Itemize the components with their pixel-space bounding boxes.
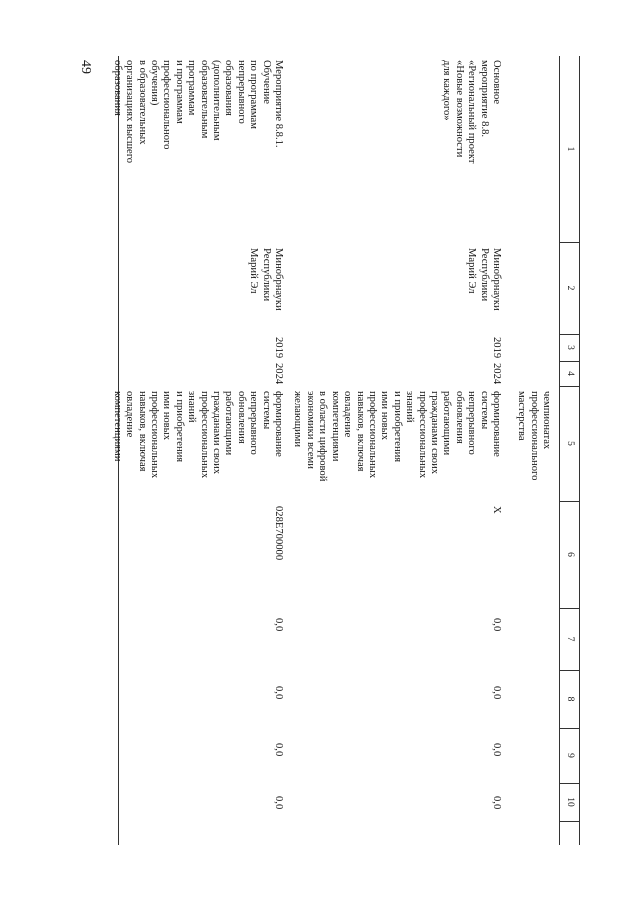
row2-result: формирование системы непрерывного обновления работающими гражданами своих профессиональных знаний и приобретения ими новых профессиональных навыков, включая овладение компетенциями (111, 391, 284, 479)
page-number: 49 (78, 60, 93, 74)
row1-val8: 0,0 (491, 686, 502, 700)
row1-start-year: 2019 (491, 337, 502, 359)
col-header-5: 5 (565, 441, 575, 446)
col-sep-10 (560, 821, 580, 822)
row1-code: Х (491, 506, 502, 514)
row2-start-year: 2019 (273, 337, 284, 359)
col-header-8: 8 (565, 696, 575, 702)
col-header-3: 3 (565, 345, 575, 350)
row1-executor: Минобрнауки Республики Марий Эл (466, 248, 502, 311)
row1-val7: 0,0 (491, 618, 502, 632)
header-bottom-rule (559, 56, 560, 845)
row2-val10: 0,0 (273, 796, 284, 810)
row2-name: Мероприятие 8.8.1. Обучение по программам непрерывного образования (дополнительным образовательным программам и программам профессионального обучения) в образовательных организациях высшего образования (111, 60, 284, 164)
col-header-9: 9 (565, 753, 575, 758)
row1-name: Основное мероприятие 8.8. «Региональный проект «Новые возможности для каждого» (441, 60, 502, 164)
row1-val9: 0,0 (491, 743, 502, 757)
table-page (111, 56, 580, 845)
row2-val9: 0,0 (273, 743, 284, 757)
row1-result: формирование системы непрерывного обновления работающими гражданами своих профессиональных знаний и приобретения ими новых профессиональных навыков, включая овладение компетенциями в области цифровой экономики всеми желающими (292, 391, 502, 482)
col-header-2: 2 (565, 285, 575, 291)
row2-code: 028E700000 (273, 506, 284, 561)
col-header-4: 4 (565, 371, 575, 376)
row2-end-year: 2024 (273, 363, 284, 385)
header-top-rule (579, 56, 580, 845)
row1-end-year: 2024 (491, 363, 502, 385)
col-header-6: 6 (565, 552, 575, 557)
col-header-10: 10 (565, 797, 575, 807)
col-header-7: 7 (565, 636, 575, 642)
row1-val10: 0,0 (491, 796, 502, 810)
row2-val8: 0,0 (273, 686, 284, 700)
row2-executor: Минобрнауки Республики Марий Эл (248, 248, 284, 311)
col-header-1: 1 (565, 146, 575, 152)
row2-val7: 0,0 (273, 618, 284, 632)
carryover-text: чемпионатах профессионального мастерства (516, 391, 552, 481)
